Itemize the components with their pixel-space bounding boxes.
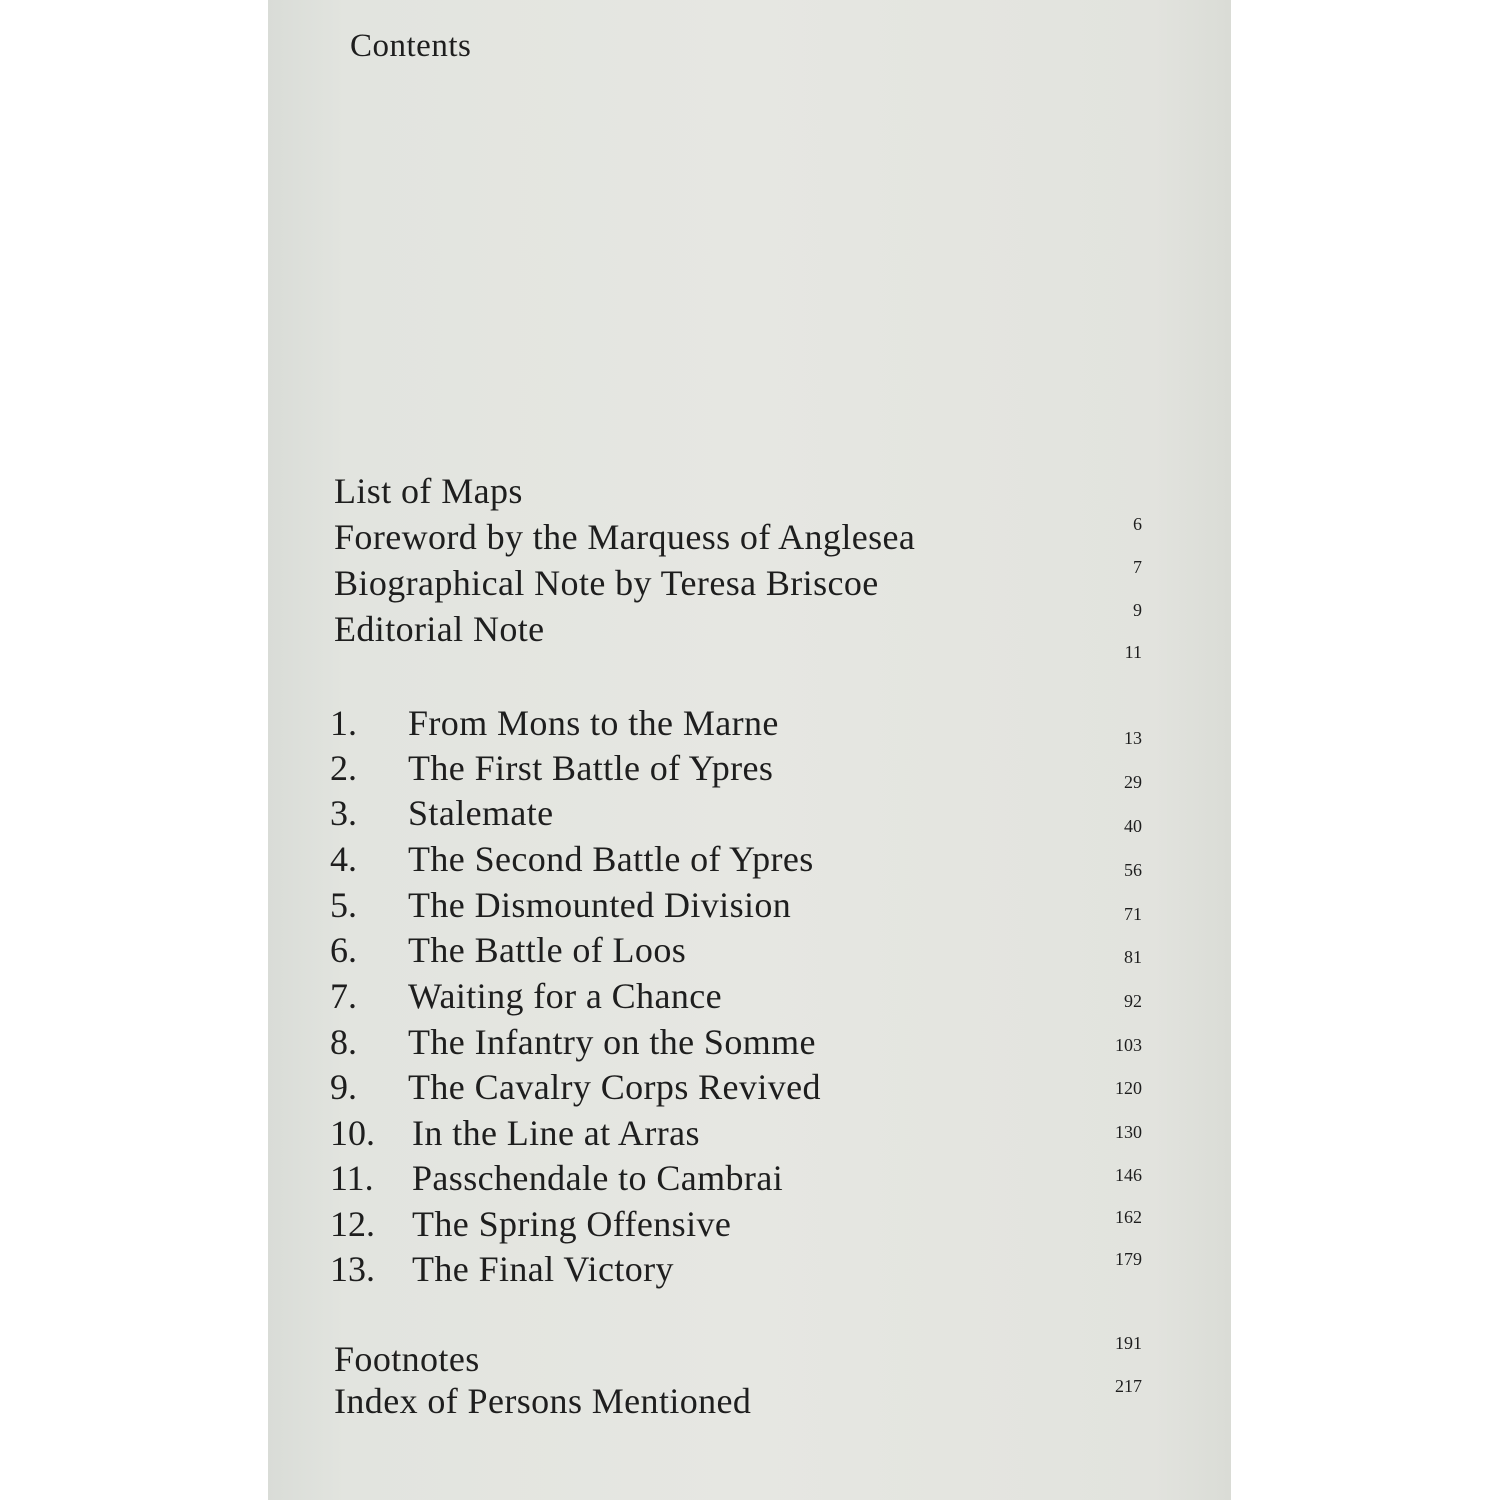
chapter-page: 146 <box>1115 1165 1142 1185</box>
toc-chapter <box>268 929 1231 973</box>
chapter-page: 13 <box>1124 728 1142 748</box>
toc-entry-page: 11 <box>1124 642 1142 662</box>
toc-entry-index <box>268 1376 1231 1424</box>
toc-entry-title: Index of Persons Mentioned <box>334 1381 752 1421</box>
chapter-title: From Mons to the Marne <box>408 703 779 743</box>
chapter-number: 11. <box>330 1158 374 1198</box>
chapter-number: 10. <box>330 1113 375 1153</box>
chapter-page: 162 <box>1115 1207 1142 1227</box>
chapter-number: 1. <box>330 703 357 743</box>
toc-entry-list-of-maps <box>268 470 1231 534</box>
chapter-number: 6. <box>330 930 357 970</box>
chapter-number: 12. <box>330 1204 375 1244</box>
toc-entry-title: List of Maps <box>334 471 523 511</box>
toc-entry-title: Editorial Note <box>334 609 545 649</box>
book-page <box>268 0 1231 1500</box>
toc-entry-page: 7 <box>1133 557 1142 577</box>
chapter-page: 92 <box>1124 991 1142 1011</box>
toc-entry-page: 217 <box>1115 1376 1142 1396</box>
chapter-page: 81 <box>1124 947 1142 967</box>
toc-entry-title: Footnotes <box>334 1339 480 1379</box>
toc-chapter <box>268 1021 1231 1065</box>
toc-chapter <box>268 1112 1231 1156</box>
chapter-title: Passchendale to Cambrai <box>412 1158 784 1198</box>
chapter-page: 40 <box>1124 816 1142 836</box>
toc-chapter <box>268 792 1231 836</box>
chapter-number: 5. <box>330 885 357 925</box>
toc-chapter <box>268 1203 1231 1247</box>
toc-entry-page: 9 <box>1133 600 1142 620</box>
chapter-title: The Final Victory <box>412 1249 674 1289</box>
chapter-number: 7. <box>330 976 357 1016</box>
toc-chapter <box>268 975 1231 1019</box>
chapter-title: The Spring Offensive <box>412 1204 732 1244</box>
toc-entry-biographical-note <box>268 562 1231 620</box>
chapter-title: In the Line at Arras <box>412 1113 700 1153</box>
toc-chapter <box>268 702 1231 746</box>
toc-entry-editorial-note <box>268 608 1231 662</box>
toc-entry-foreword <box>268 516 1231 577</box>
chapter-page: 29 <box>1124 772 1142 792</box>
chapter-title: The Dismounted Division <box>408 885 792 925</box>
chapter-page: 179 <box>1115 1249 1142 1269</box>
toc-entry-title: Biographical Note by Teresa Briscoe <box>334 563 879 603</box>
chapter-title: The Second Battle of Ypres <box>408 839 814 879</box>
chapter-number: 13. <box>330 1249 375 1289</box>
toc-chapter <box>268 1248 1231 1292</box>
chapter-title: The Infantry on the Somme <box>408 1022 816 1062</box>
chapter-number: 3. <box>330 793 357 833</box>
chapter-page: 130 <box>1115 1122 1142 1142</box>
toc-chapter <box>268 838 1231 882</box>
chapter-title: Waiting for a Chance <box>408 976 722 1016</box>
chapter-number: 4. <box>330 839 357 879</box>
toc-chapter <box>268 884 1231 928</box>
toc-chapter <box>268 1066 1231 1110</box>
toc-entry-title: Foreword by the Marquess of Anglesea <box>334 517 916 557</box>
chapter-page: 56 <box>1124 860 1142 880</box>
toc-chapter <box>268 747 1231 791</box>
toc-chapter <box>268 1157 1231 1201</box>
chapter-number: 9. <box>330 1067 357 1107</box>
toc-entry-footnotes <box>268 1333 1231 1382</box>
chapter-title: The First Battle of Ypres <box>408 748 774 788</box>
chapter-title: The Battle of Loos <box>408 930 687 970</box>
toc-entry-page: 191 <box>1115 1333 1142 1353</box>
chapter-page: 103 <box>1115 1035 1142 1055</box>
toc-entry-page: 6 <box>1133 514 1142 534</box>
chapter-number: 2. <box>330 748 357 788</box>
chapter-number: 8. <box>330 1022 357 1062</box>
chapter-title: Stalemate <box>408 793 554 833</box>
contents-heading: Contents <box>350 28 472 64</box>
chapter-title: The Cavalry Corps Revived <box>408 1067 821 1107</box>
chapter-page: 120 <box>1115 1078 1142 1098</box>
chapter-page: 71 <box>1124 904 1142 924</box>
